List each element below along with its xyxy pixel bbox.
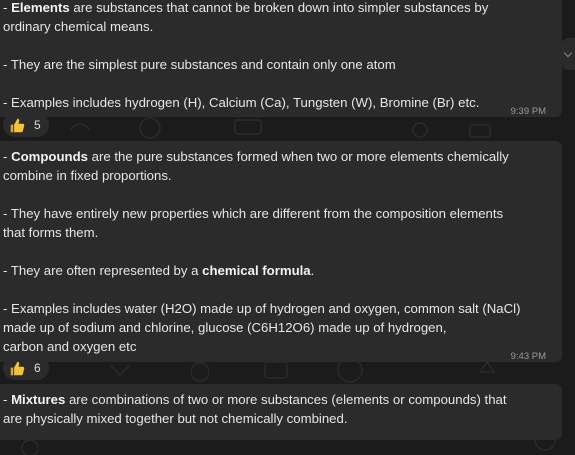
message-line: - Mixtures are combinations of two or more substances (elements or compounds) that: [3, 392, 507, 407]
bold-term: Elements: [11, 0, 70, 15]
message-line: ordinary chemical means.: [3, 19, 154, 34]
message-bubble-elements: [0, 0, 562, 117]
bold-term: Mixtures: [11, 392, 66, 407]
message-time: 9:43 PM: [510, 351, 546, 362]
message-line: - They are often represented by a chemical formula.: [3, 263, 315, 278]
message-line: - Elements are substances that cannot be broken down into simpler substances by: [3, 0, 489, 15]
message-line: - They are the simplest pure substances and contain only one atom: [3, 57, 396, 72]
message-line: - Examples includes water (H2O) made up of hydrogen and oxygen, common salt (NaCl): [3, 301, 521, 316]
message-line: are physically mixed together but not chemically combined.: [3, 411, 348, 426]
reaction-badge[interactable]: [3, 113, 49, 137]
message-bubble-mixtures: [0, 384, 562, 440]
thumbs-up-icon: [9, 117, 26, 134]
bold-term: chemical formula: [202, 263, 311, 278]
reaction-badge[interactable]: [3, 356, 49, 380]
message-line: carbon and oxygen etc: [3, 339, 137, 354]
message-line: - They have entirely new properties which are different from the composition elements: [3, 206, 504, 221]
message-line: - Compounds are the pure substances formed when two or more elements chemically: [3, 149, 509, 164]
message-line: that forms them.: [3, 225, 99, 240]
bold-term: Compounds: [11, 149, 88, 164]
reaction-count: 5: [34, 118, 41, 132]
thumbs-up-icon: [9, 360, 26, 377]
message-bubble-compounds: [0, 141, 562, 362]
message-time: 9:39 PM: [510, 106, 546, 117]
reaction-count: 6: [34, 361, 41, 375]
message-line: combine in fixed proportions.: [3, 168, 172, 183]
message-line: - Examples includes hydrogen (H), Calcium (Ca), Tungsten (W), Bromine (Br) etc.: [3, 95, 480, 110]
message-line: made up of sodium and chlorine, glucose (C6H12O6) made up of hydrogen,: [3, 320, 447, 335]
chevron-down-icon[interactable]: [561, 38, 575, 70]
